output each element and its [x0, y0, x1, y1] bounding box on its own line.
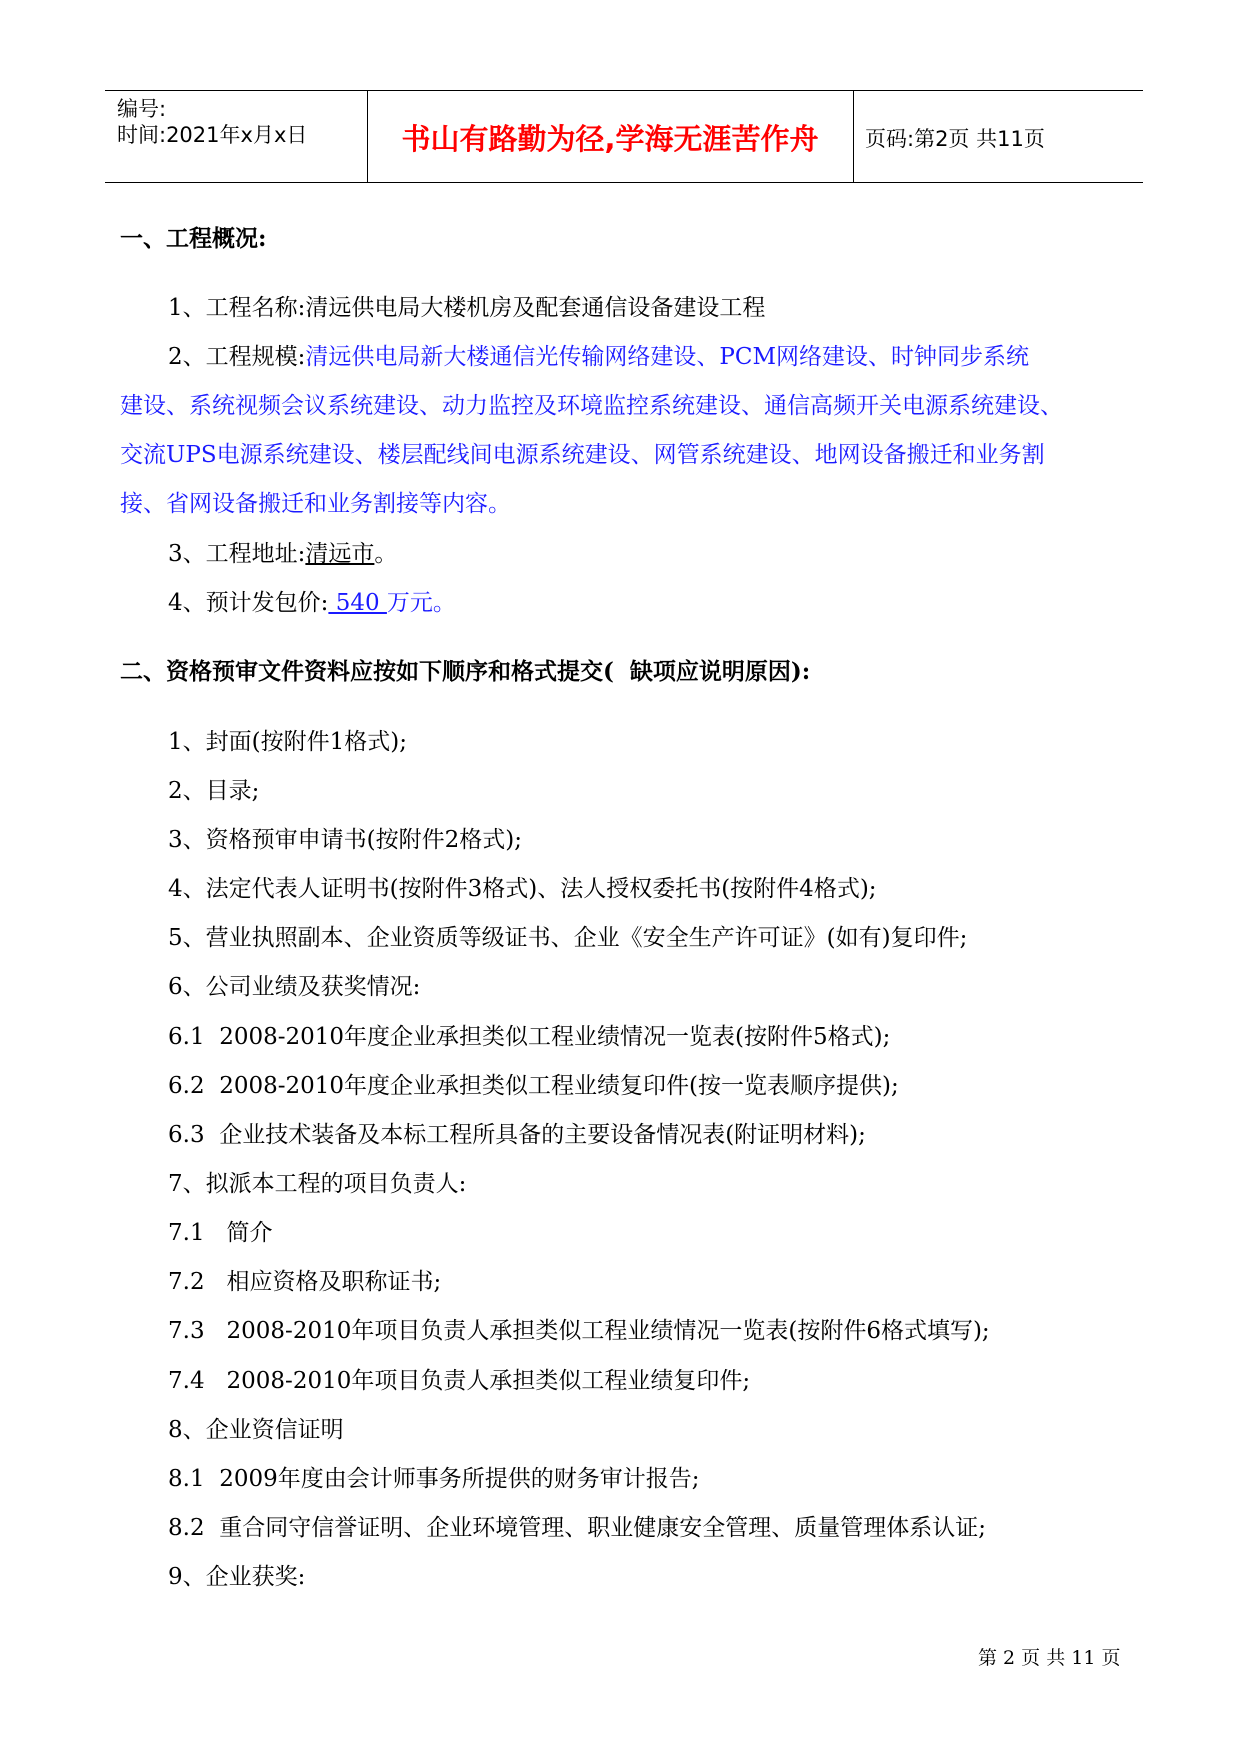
item4-suffix: 万元。	[386, 590, 456, 616]
item2-line4: 接、省网设备搬迁和业务割接等内容。	[120, 491, 511, 517]
section2-title: 二、资格预审文件资料应按如下顺序和格式提交( 缺项应说明原因):	[120, 658, 811, 685]
section2-item: 7.1 简介	[168, 1220, 273, 1246]
page-info: 页码:第2页 共11页	[865, 127, 1045, 151]
section2-item: 6.3 企业技术装备及本标工程所具备的主要设备情况表(附证明材料);	[168, 1122, 866, 1148]
section2-item: 7.2 相应资格及职称证书;	[168, 1269, 442, 1295]
section2-item: 6、公司业绩及获奖情况:	[168, 974, 421, 1000]
document-header	[105, 90, 1143, 183]
time-label: 时间:2021年x月x日	[117, 123, 308, 147]
serial-label: 编号:	[117, 97, 167, 121]
item3-suffix: 。	[374, 541, 398, 567]
section2-item: 2、目录;	[168, 778, 260, 804]
motto: 书山有路勤为径,学海无涯苦作舟	[401, 122, 819, 156]
section1-item1	[168, 289, 765, 322]
item3-label: 3、工程地址:	[168, 541, 306, 567]
section2-item: 8、企业资信证明	[168, 1417, 344, 1443]
section1-title: 一、工程概况:	[120, 225, 267, 252]
item2-label: 2、工程规模:	[168, 344, 306, 370]
section2-item: 7.3 2008-2010年项目负责人承担类似工程业绩情况一览表(按附件6格式填写);	[168, 1318, 990, 1344]
section2-item: 7、拟派本工程的项目负责人:	[168, 1171, 467, 1197]
section2-item: 6.2 2008-2010年度企业承担类似工程业绩复印件(按一览表顺序提供);	[168, 1073, 899, 1099]
section1-item2-line1	[168, 338, 1029, 371]
page-footer: 第 2 页 共 11 页	[978, 1647, 1121, 1669]
item2-line2: 建设、系统视频会议系统建设、动力监控及环境监控系统建设、通信高频开关电源系统建设、	[120, 393, 1063, 419]
section2-item: 8.1 2009年度由会计师事务所提供的财务审计报告;	[168, 1466, 700, 1492]
section2-item: 6.1 2008-2010年度企业承担类似工程业绩情况一览表(按附件5格式);	[168, 1024, 891, 1050]
section2-item: 9、企业获奖:	[168, 1564, 306, 1590]
item4-label: 4、预计发包价:	[168, 590, 329, 616]
section2-item: 1、封面(按附件1格式);	[168, 729, 407, 755]
section1-item4	[168, 584, 456, 617]
header-left-cell	[105, 91, 368, 182]
section2-item: 4、法定代表人证明书(按附件3格式)、法人授权委托书(按附件4格式);	[168, 876, 877, 902]
item3-value: 清远市	[305, 541, 375, 567]
item4-value: 540	[328, 590, 387, 616]
item1-value: 清远供电局大楼机房及配套通信设备建设工程	[305, 295, 766, 321]
section2-item: 7.4 2008-2010年项目负责人承担类似工程业绩复印件;	[168, 1368, 751, 1394]
section2-item: 5、营业执照副本、企业资质等级证书、企业《安全生产许可证》(如有)复印件;	[168, 925, 968, 951]
section2-item: 3、资格预审申请书(按附件2格式);	[168, 827, 522, 853]
section1-item3	[168, 535, 397, 568]
header-right-cell	[853, 91, 1143, 182]
section2-item: 8.2 重合同守信誉证明、企业环境管理、职业健康安全管理、质量管理体系认证;	[168, 1515, 986, 1541]
item1-label: 1、工程名称:	[168, 295, 306, 321]
header-middle-cell	[367, 91, 854, 182]
item2-line1: 清远供电局新大楼通信光传输网络建设、PCM网络建设、时钟同步系统	[305, 344, 1030, 370]
item2-line3: 交流UPS电源系统建设、楼层配线间电源系统建设、网管系统建设、地网设备搬迁和业务割	[120, 442, 1045, 468]
